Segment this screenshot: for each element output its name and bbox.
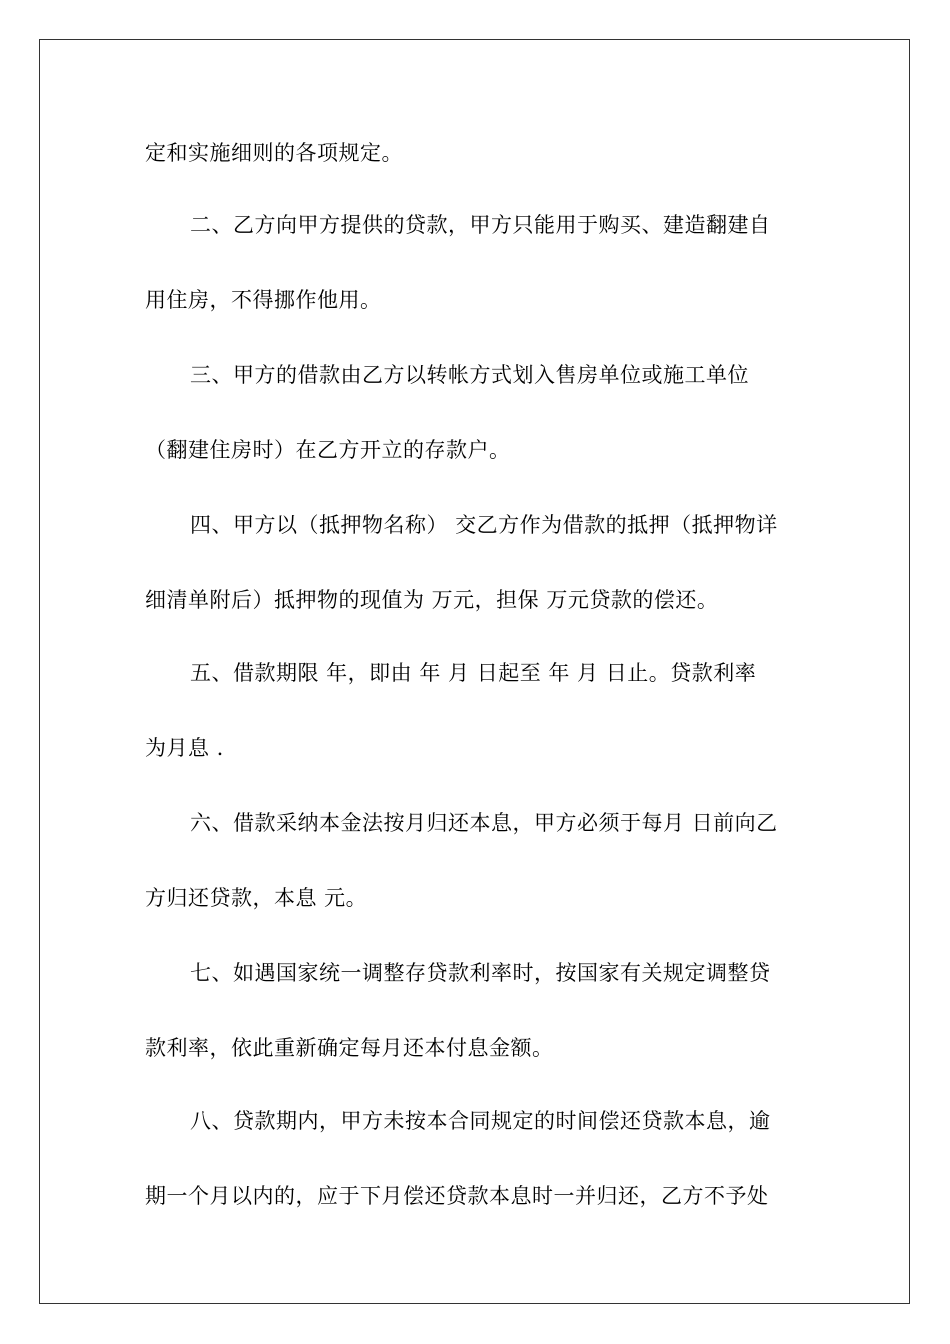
text-line-7: 细清单附后）抵押物的现值为 万元，担保 万元贷款的偿还。 [145,588,719,612]
text-line-5: （翻建住房时）在乙方开立的存款户。 [145,438,511,462]
text-line-8: 五、借款期限 年，即由 年 月 日起至 年 月 日止。贷款利率 [190,661,757,685]
text-line-9: 为月息 . [145,736,224,760]
text-line-14: 八、贷款期内，甲方未按本合同规定的时间偿还贷款本息，逾 [190,1109,771,1133]
text-line-10: 六、借款采纳本金法按月归还本息，甲方必须于每月 日前向乙 [190,811,778,835]
text-line-15: 期一个月以内的，应于下月偿还贷款本息时一并归还，乙方不予处 [145,1184,769,1208]
text-line-12: 七、如遇国家统一调整存贷款利率时，按国家有关规定调整贷 [190,961,771,985]
text-line-11: 方归还贷款，本息 元。 [145,886,368,910]
text-line-1: 定和实施细则的各项规定。 [145,141,403,165]
text-line-13: 款利率，依此重新确定每月还本付息金额。 [145,1036,554,1060]
text-line-2: 二、乙方向甲方提供的贷款，甲方只能用于购买、建造翻建自 [190,213,771,237]
text-line-3: 用住房，不得挪作他用。 [145,288,382,312]
text-line-6: 四、甲方以（抵押物名称） 交乙方作为借款的抵押（抵押物详 [190,513,778,537]
text-line-4: 三、甲方的借款由乙方以转帐方式划入售房单位或施工单位 [190,363,749,387]
